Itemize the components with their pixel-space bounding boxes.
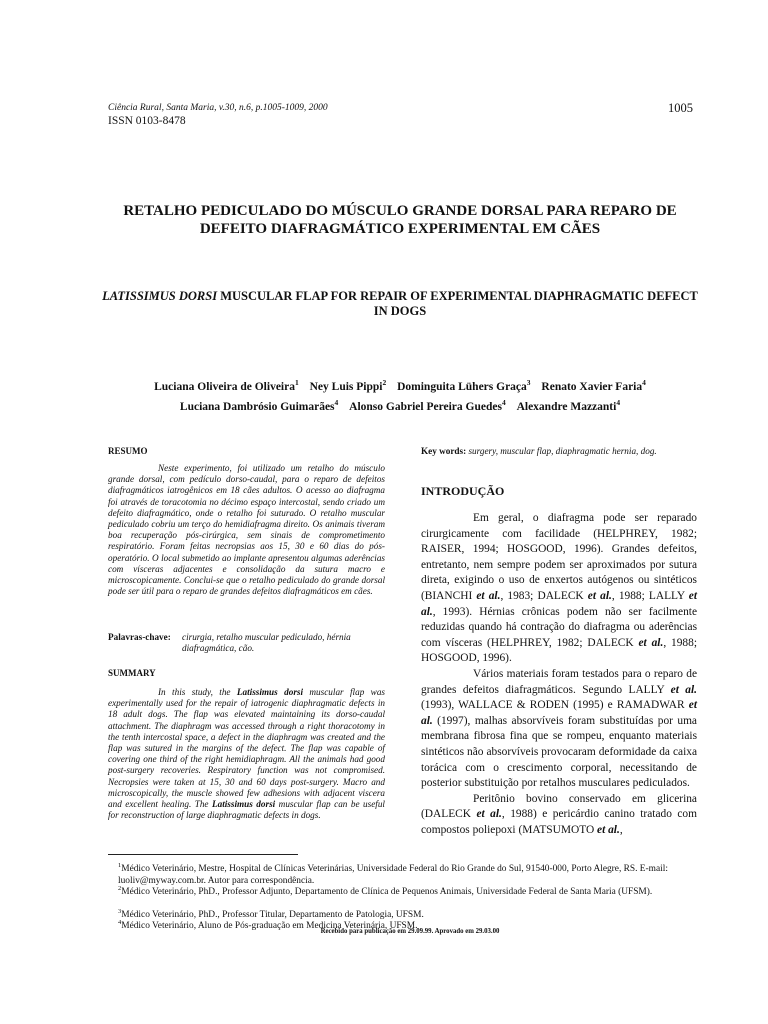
author xyxy=(179,397,339,413)
footnote-text: Médico Veterinário, Mestre, Hospital de Clínicas Veterinárias, Universidade Federal do Rio Grande do Sul, 91540-000, Porto Alegre, RS. E-mail: luoliv@myway.com.br. Autor para correspondência. xyxy=(118,864,668,886)
author xyxy=(309,378,387,393)
author-name: Alonso Gabriel Pereira Guedes xyxy=(349,400,502,413)
et-al: et al. xyxy=(638,636,664,649)
key-words xyxy=(421,446,697,456)
author-affiliation: 3 xyxy=(526,378,531,387)
text-run: , 1988; HOSGOOD, 1996). xyxy=(421,636,697,665)
text-run: Em geral, o diafragma pode ser reparado cirurgicamente com facilidade (HELPHREY, 1982; RAISER, 1994; HOSGOOD, 1996). Grandes defeitos, entretanto, nem sempre podem ser aproximados por sutura direta, exigindo o uso de enxertos autógenos ou sintéticos (BIANCHI xyxy=(421,512,697,602)
footnote-text: Médico Veterinário, Aluno de Pós-graduação em Medicina Veterinária, UFSM. xyxy=(121,921,418,932)
text-run: , 1993). Hérnias crônicas podem não ser facilmente reduzidas quando há contração do diafragma ou aderências com vísceras (HELPHREY, 1982; DALECK xyxy=(421,605,697,649)
author-name: Alexandre Mazzanti xyxy=(516,400,617,413)
et-al: et al. xyxy=(421,699,697,727)
author-name: Ney Luis Pippi xyxy=(309,380,383,393)
footnote-marker: 4 xyxy=(118,919,122,926)
issn: ISSN 0103-8478 xyxy=(108,115,186,127)
author-line-1 xyxy=(80,375,720,395)
author xyxy=(397,378,531,393)
author-name: Luciana Dambrósio Guimarães xyxy=(179,400,335,413)
text-run: , 1988; LALLY xyxy=(611,589,689,602)
intro-body xyxy=(421,511,697,838)
footnote-marker: 3 xyxy=(118,908,122,915)
summary-text xyxy=(108,687,385,821)
text-run: , 1988) e pericárdio canino tratado com compostos poliepoxi (MATSUMOTO xyxy=(421,808,697,836)
resumo-text xyxy=(108,463,385,597)
footnote xyxy=(118,883,698,899)
resumo-body: Neste experimento, foi utilizado um retalho do músculo grande dorsal, com pedículo dorso-caudal, para o reparo de defeitos diafragmáticos iatrogênicos em 18 cães adultos. O acesso ao diafragma foi através de toracotomia no décimo espaço intercostal, sendo criado um defeito diafragmático, onde o retalho foi suturado. O retalho muscular pediculado cobriu um terço do hemidiafragma direito. Os animais tiveram boa recuperação pós-cirúrgica, sem sinais de comprometimento respiratório. Foram feitas necropsias aos 15, 30 e 60 dias do pós-operatório. O local submetido ao implante apresentou algumas aderências com vísceras adjacentes e consolidação da sutura macro e microscopicamente. Conclui-se que o retalho pediculado do grande dorsal pode ser útil para o reparo de grandes defeitos diafragmáticos em cães. xyxy=(108,463,385,597)
footnote-text: Médico Veterinário, PhD., Professor Titular, Departamento de Patologia, UFSM. xyxy=(121,910,424,921)
text-run: Vários materiais foram testados para o reparo de grandes defeitos diafragmáticos. Segundo LALLY xyxy=(421,667,697,696)
author-affiliation: 1 xyxy=(294,378,299,387)
palavras-chave-value: cirurgia, retalho muscular pediculado, hérnia diafragmática, cão. xyxy=(182,632,351,653)
title-english-italic: LATISSIMUS DORSI xyxy=(102,289,218,303)
author xyxy=(349,397,506,413)
key-words-value: surgery, muscular flap, diaphragmatic hernia, dog. xyxy=(468,446,657,456)
journal-citation: Ciência Rural, Santa Maria, v.30, n.6, p.1005-1009, 2000 xyxy=(108,103,328,113)
author-name: Renato Xavier Faria xyxy=(541,380,643,393)
author-line-2 xyxy=(80,395,720,415)
text-run: , 1983; DALECK xyxy=(500,589,588,602)
resumo-heading: RESUMO xyxy=(108,446,148,456)
author-affiliation: 4 xyxy=(616,397,621,407)
author-affiliation: 2 xyxy=(382,378,387,387)
footnote-divider xyxy=(108,854,298,855)
footnote-text: Médico Veterinário, PhD., Professor Adjunto, Departamento de Clínica de Pequenos Animais, Universidade Federal de Santa Maria (UFSM). xyxy=(121,887,653,898)
et-al: et al. xyxy=(587,589,612,602)
text-run: Peritônio bovino conservado em glicerina (DALECK xyxy=(421,792,697,821)
author xyxy=(516,397,621,413)
title-portuguese: RETALHO PEDICULADO DO MÚSCULO GRANDE DORSAL PARA REPARO DE DEFEITO DIAFRAGMÁTICO EXPERIMENTAL EM CÃES xyxy=(123,203,677,237)
author-name: Dominguita Lühers Graça xyxy=(397,380,527,393)
et-al: et al. xyxy=(597,823,620,836)
summary-body-2: muscular flap was experimentally used for the repair of iatrogenic diaphragmatic defects in 18 adult dogs. The flap was elevated maintaining its dorso-caudal attachment. The diaphragm was accessed through a right thoracotomy in the tenth intercostal space, a defect in the diaphragm was created and the flap was sutured in the margins of the defect. The flap was capable of covering one third of the right hemidiaphragm. All the animals had good post-surgery recoveries. Respiratory function was not compromised. Necropsies were taken at 15, 30 and 60 days post-surgery. Macro and microscopically, the muscle showed few adhesions with adjacent viscera and excellent healing. The xyxy=(108,687,385,810)
footnote-marker: 1 xyxy=(118,862,122,869)
author-affiliation: 4 xyxy=(501,397,506,407)
author-name: Luciana Oliveira de Oliveira xyxy=(154,380,295,393)
intro-paragraph-3 xyxy=(421,792,697,839)
intro-paragraph-2 xyxy=(421,667,697,792)
et-al: et al. xyxy=(476,589,501,602)
summary-bold-2: Latissimus dorsi xyxy=(211,799,276,810)
text-run: (1993), WALLACE & RODEN (1995) e RAMADWAR xyxy=(421,699,689,712)
summary-body-3: muscular flap can be useful for reconstruction of large diaphragmatic defects in dogs. xyxy=(108,799,385,821)
et-al: et al. xyxy=(421,589,698,618)
footnote-marker: 2 xyxy=(118,885,122,892)
palavras-chave-label: Palavras-chave: xyxy=(108,632,171,642)
author-affiliation: 4 xyxy=(334,397,339,407)
received-dates: Recebido para publicação em 29.09.99. Aprovado em 29.03.00 xyxy=(320,928,500,935)
author-affiliation: 4 xyxy=(642,378,646,387)
et-al: et al. xyxy=(476,808,502,821)
summary-body-1: In this study, the xyxy=(158,687,237,697)
et-al: et al. xyxy=(670,683,697,696)
title-english-rest: MUSCULAR FLAP FOR REPAIR OF EXPERIMENTAL DIAPHRAGMATIC DEFECT IN DOGS xyxy=(217,289,698,318)
author xyxy=(541,378,646,393)
text-run: , xyxy=(619,823,623,836)
author-list xyxy=(80,375,720,415)
text-run: (1997), malhas absorvíveis foram substituídas por uma membrana fibrosa fina que se rompeu, enquanto materiais sintéticos não absorvíveis provocaram deformidade da caixa torácica com o crescimento corporal, necessitando de posterior substituição por retalhos musculares pediculados. xyxy=(421,714,697,790)
summary-heading: SUMMARY xyxy=(108,668,156,678)
author xyxy=(154,378,299,393)
title-english xyxy=(100,289,700,319)
palavras-chave xyxy=(108,632,385,654)
key-words-label: Key words: xyxy=(421,446,467,456)
intro-heading: INTRODUÇÃO xyxy=(421,484,505,498)
summary-bold-1: Latissimus dorsi xyxy=(236,687,304,697)
page-number: 1005 xyxy=(668,101,693,115)
intro-paragraph-1 xyxy=(421,511,697,667)
